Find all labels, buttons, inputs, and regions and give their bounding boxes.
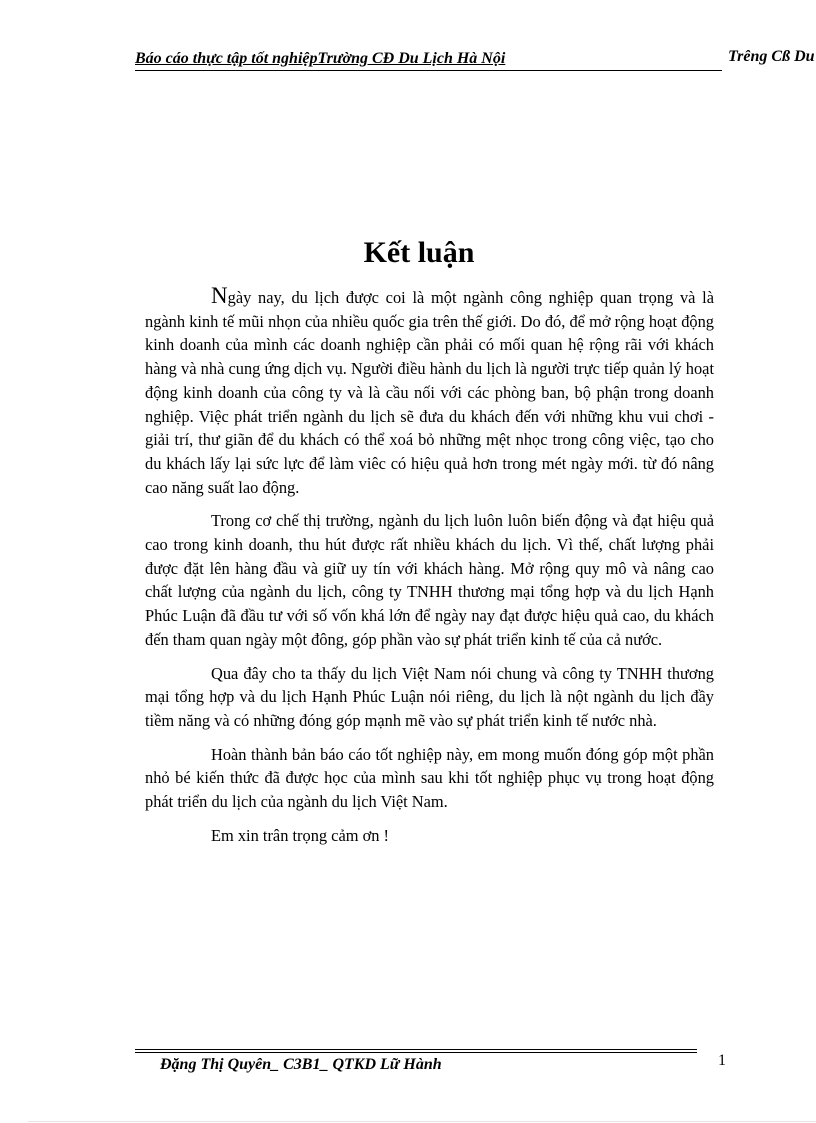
drop-letter: N [211, 283, 228, 308]
header-rule [135, 70, 722, 71]
paragraph-3: Qua đây cho ta thấy du lịch Việt Nam nói chung và công ty TNHH thương mại tổng hợp và du lịch Hạnh Phúc Luận nói riêng, du lịch là nột ngành du lịch đầy tiềm năng và có những đóng góp mạnh mẽ vào sự phát triển kinh tế nước nhà. [145, 663, 714, 730]
paragraph-4: Hoàn thành bản báo cáo tốt nghiệp này, em mong muốn đóng góp một phần nhỏ bé kiến thức đã được học của mình sau khi tốt nghiệp phục vụ trong hoạt động phát triển du lịch của ngành du lịch Việt Nam. [145, 744, 714, 812]
footer-author: Đặng Thị Quyên_ C3B1_ QTKD Lữ Hành [160, 1056, 442, 1073]
paragraph-1 [145, 284, 714, 499]
page-number: 1 [718, 1052, 726, 1069]
paragraph-1-text: gày nay, du lịch được coi là một ngành công nghiệp quan trọng và là ngành kinh tế mũi nhọn của nhiều quốc gia trên thế giới. Do đó, để mở rộng hoạt động kinh doanh của mình các doanh nghiệp cần phải có mối quan hệ rộng rãi với khách hàng và nhà cung ứng dịch vụ. Người điều hành du lịch là người trực tiếp quản lý hoạt động kinh doanh của công ty và là cầu nối với các phòng ban, bộ phận trong doanh nghiệp. Việc phát triển ngành du lịch sẽ đưa du khách đến với những khu vui chơi - giải trí, thư giãn để du khách có thể xoá bỏ những mệt nhọc trong công việc, tạo cho du khách lấy lại sức lực để làm viêc có hiệu quả hơn trong mét ngày mới. từ đó nâng cao năng suất lao động. [145, 288, 714, 497]
paragraph-2: Trong cơ chế thị trường, ngành du lịch luôn luôn biến động và đạt hiệu quả cao trong kinh doanh, thu hút được rất nhiều khách du lịch. Vì thế, chất lượng phải được đặt lên hàng đầu và giữ uy tín với khách hàng. Mở rộng quy mô và nâng cao chất lượng của ngành du lịch, công ty TNHH thương mại tổng hợp và du lịch Hạnh Phúc Luận đã đầu tư với số vốn khá lớn để ngày nay đạt được hiệu quả cao, du khách đến tham quan ngày một đông, góp phần vào sự phát triển kinh tế của cả nước. [145, 511, 714, 649]
page-bottom-edge [28, 1121, 816, 1122]
header-title: Báo cáo thực tập tốt nghiệpTrường CĐ Du Lịch Hà Nội [135, 50, 506, 67]
header-right-text: Trêng Cß Du [728, 48, 815, 65]
footer-rule-top [135, 1049, 697, 1050]
conclusion-body [145, 284, 714, 857]
closing-line: Em xin trân trọng cảm ơn ! [211, 825, 389, 845]
page-header [135, 46, 816, 76]
page-title: Kết luận [363, 236, 475, 269]
footer-rule-bottom [135, 1052, 697, 1053]
